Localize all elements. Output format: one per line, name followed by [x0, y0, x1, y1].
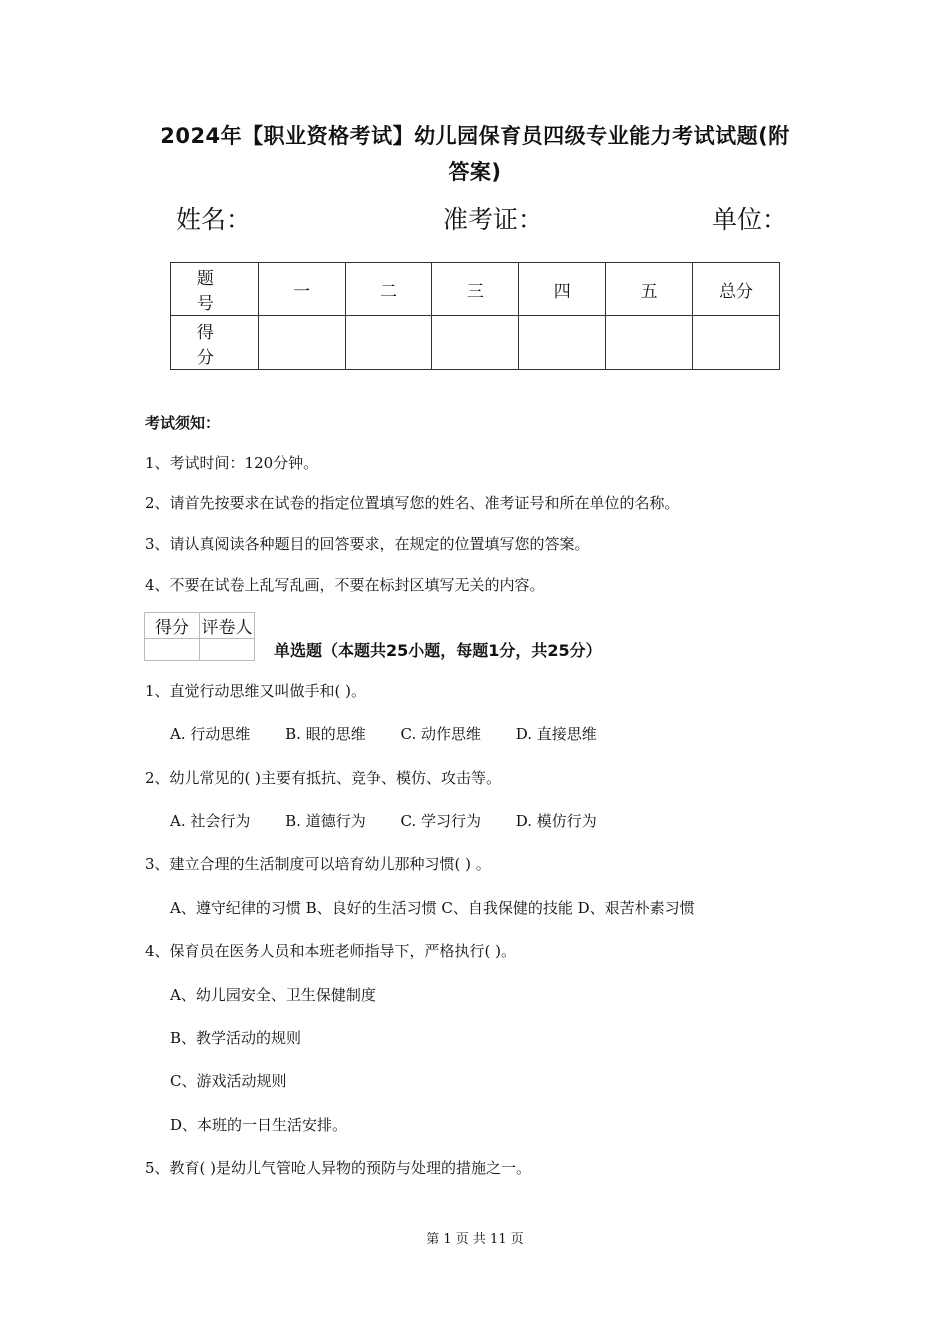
note-item: 2、请首先按要求在试卷的指定位置填写您的姓名、准考证号和所在单位的名称。 [145, 494, 680, 512]
option-b: B. 道德行为 [285, 812, 366, 830]
grader-reviewer-cell [200, 639, 255, 661]
option-d: D. 直接思维 [515, 725, 597, 743]
name-label: 姓名： [176, 205, 252, 234]
question-4-option-a: A、幼儿园安全、卫生保健制度 [170, 986, 376, 1004]
note-item: 4、不要在试卷上乱写乱画，不要在标封区填写无关的内容。 [145, 576, 545, 594]
score-cell [693, 316, 780, 370]
option-c: C. 动作思维 [400, 725, 481, 743]
grader-box [144, 612, 255, 661]
question-4-option-b: B、教学活动的规则 [170, 1029, 302, 1047]
option-a: A. 社会行为 [170, 812, 251, 830]
grader-score-label: 得分 [145, 613, 200, 639]
grader-score-cell [145, 639, 200, 661]
score-table [170, 262, 780, 370]
score-table-header-label: 题 号 [171, 263, 259, 316]
option-b: B. 眼的思维 [285, 725, 366, 743]
score-table-col-2: 二 [345, 263, 432, 316]
score-cell [606, 316, 693, 370]
score-table-col-total: 总分 [693, 263, 780, 316]
question-2-options [170, 810, 627, 831]
question-2: 2、幼儿常见的( )主要有抵抗、竞争、模仿、攻击等。 [145, 769, 502, 787]
score-cell [519, 316, 606, 370]
title-line-1: 2024年【职业资格考试】幼儿园保育员四级专业能力考试试题(附 [160, 124, 790, 148]
section-title: 单选题（本题共25小题，每题1分，共25分） [274, 641, 602, 660]
score-table-col-5: 五 [606, 263, 693, 316]
question-4: 4、保育员在医务人员和本班老师指导下，严格执行( )。 [145, 942, 517, 960]
score-table-col-3: 三 [432, 263, 519, 316]
score-row-label: 得 分 [171, 316, 259, 370]
notes-title: 考试须知： [145, 414, 221, 432]
note-item: 1、考试时间：120分钟。 [145, 454, 319, 472]
score-cell [345, 316, 432, 370]
question-3-options: A、遵守纪律的习惯 B、良好的生活习惯 C、自我保健的技能 D、艰苦朴素习惯 [170, 899, 695, 917]
grader-reviewer-label: 评卷人 [200, 613, 255, 639]
score-cell [432, 316, 519, 370]
question-1-options [170, 723, 627, 744]
title-line-2: 答案) [448, 160, 502, 184]
question-1: 1、直觉行动思维又叫做手和( )。 [145, 682, 367, 700]
score-table-col-1: 一 [258, 263, 345, 316]
exam-id-label: 准考证： [443, 205, 544, 234]
score-cell [258, 316, 345, 370]
option-a: A. 行动思维 [170, 725, 251, 743]
note-item: 3、请认真阅读各种题目的回答要求，在规定的位置填写您的答案。 [145, 535, 590, 553]
question-4-option-d: D、本班的一日生活安排。 [170, 1116, 348, 1134]
question-5: 5、教育( )是幼儿气管呛人异物的预防与处理的措施之一。 [145, 1159, 532, 1177]
score-table-col-4: 四 [519, 263, 606, 316]
option-d: D. 模仿行为 [515, 812, 597, 830]
option-c: C. 学习行为 [400, 812, 481, 830]
unit-label: 单位： [712, 205, 788, 234]
page-footer: 第 1 页 共 11 页 [426, 1232, 524, 1247]
page-title [120, 118, 830, 190]
question-4-option-c: C、游戏活动规则 [170, 1072, 287, 1090]
question-3: 3、建立合理的生活制度可以培育幼儿那种习惯( ) 。 [145, 855, 491, 873]
